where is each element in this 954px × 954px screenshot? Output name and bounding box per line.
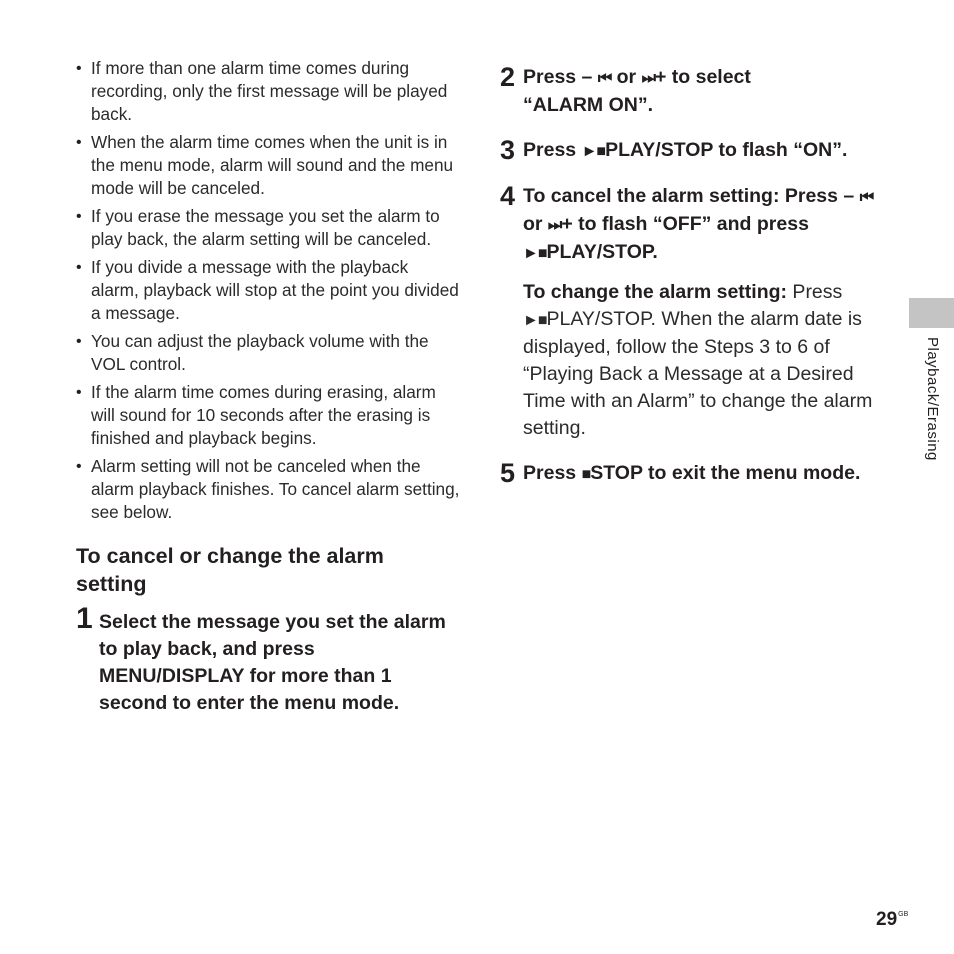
step-text-part: PLAY/STOP to flash “ON”. xyxy=(605,139,848,161)
step-text-part: + to select xyxy=(654,66,751,88)
step-text-part: PLAY/STOP. xyxy=(546,241,658,263)
section-tab xyxy=(909,298,954,328)
page-region-code: GB xyxy=(898,911,909,918)
prev-track-icon: ⏮ xyxy=(597,70,612,87)
step-text xyxy=(500,64,880,119)
right-column xyxy=(500,64,880,506)
page-number xyxy=(876,909,908,931)
page-number-value: 29 xyxy=(876,909,898,930)
step-4 xyxy=(500,183,880,267)
step-number: 4 xyxy=(500,181,516,211)
step-text-part: “ALARM ON”. xyxy=(523,94,653,116)
step-5 xyxy=(500,460,880,488)
list-item: • You can adjust the playback volume with the VOL control. xyxy=(76,330,460,376)
step-text-part: Press – xyxy=(523,66,598,88)
prev-track-icon: ⏮ xyxy=(859,189,874,206)
list-item: • If you divide a message with the playback alarm, playback will stop at the point you divided a message. xyxy=(76,256,460,325)
section-heading: To cancel or change the alarm setting xyxy=(76,544,384,596)
step-text-part: STOP to exit the menu mode. xyxy=(590,462,861,484)
play-stop-icon: ►■ xyxy=(523,245,547,262)
list-item: • If the alarm time comes during erasing, alarm will sound for 10 seconds after the erasing is finished and playback begins. xyxy=(76,381,460,450)
step-text xyxy=(500,460,880,488)
note-label: To change the alarm setting: xyxy=(523,281,788,303)
step-text-part: Press xyxy=(523,462,582,484)
step-text-part: Press xyxy=(523,139,582,161)
left-column xyxy=(76,57,460,717)
step-4-note xyxy=(500,279,880,442)
play-stop-icon: ►■ xyxy=(523,312,547,329)
step-number: 3 xyxy=(500,135,516,165)
step-number: 1 xyxy=(76,602,93,635)
step-text-part: + to flash “OFF” and press xyxy=(561,213,809,235)
list-item: • If more than one alarm time comes during recording, only the first message will be played back. xyxy=(76,57,460,126)
note-text: PLAY/STOP. When the alarm date is displayed, follow the Steps 3 to 6 of “Playing Back a Message at a Desired Time with an Alarm” to change the alarm setting. xyxy=(523,308,873,439)
notes-list xyxy=(76,57,460,524)
list-item: • When the alarm time comes when the unit is in the menu mode, alarm will sound and the menu mode will be canceled. xyxy=(76,131,460,200)
section-label: Playback/Erasing xyxy=(924,337,941,461)
step-number: 2 xyxy=(500,62,516,92)
step-text-part: or xyxy=(611,66,642,88)
note-text: Press xyxy=(787,281,843,303)
next-track-icon: ⏭ xyxy=(641,70,655,87)
list-item: • If you erase the message you set the alarm to play back, the alarm setting will be canceled. xyxy=(76,205,460,251)
step-text-part: To cancel the alarm setting: Press – xyxy=(523,185,860,207)
list-item: • Alarm setting will not be canceled when the alarm playback finishes. To cancel alarm setting, see below. xyxy=(76,455,460,524)
step-text xyxy=(500,183,880,267)
step-1 xyxy=(76,602,460,717)
next-track-icon: ⏭ xyxy=(547,217,562,234)
step-number: 5 xyxy=(500,458,516,488)
stop-icon: ■ xyxy=(581,466,591,483)
step-3 xyxy=(500,137,880,165)
step-text xyxy=(500,137,880,165)
step-2 xyxy=(500,64,880,119)
step-text-part: or xyxy=(523,213,548,235)
play-stop-icon: ►■ xyxy=(581,143,606,160)
step-text: Select the message you set the alarm to play back, and press MENU/DISPLAY for more than 1 second to enter the menu mode. xyxy=(99,611,446,714)
